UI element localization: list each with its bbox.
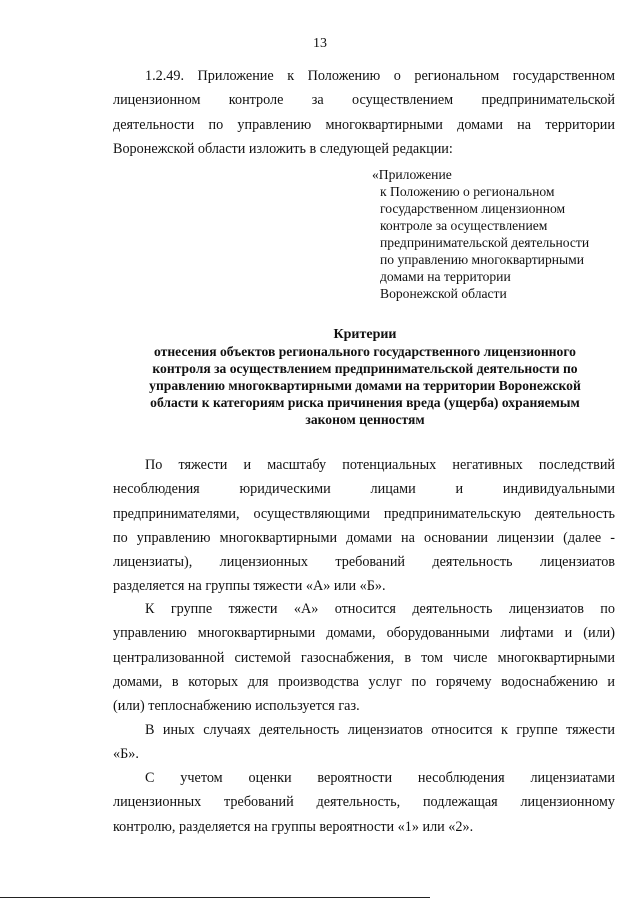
criteria-line: отнесения объектов регионального государственного лицензионного	[154, 344, 576, 359]
body-paragraph	[113, 453, 615, 599]
text-line: лицензионном контроле за осуществлением предпринимательской	[113, 92, 615, 109]
text-line: лицензиаты), лицензионных требований деятельность лицензиатов	[113, 554, 615, 571]
text-line: несоблюдения юридическими лицами и индивидуальными	[113, 481, 615, 498]
footer-rule	[0, 897, 430, 898]
text-line: предпринимателями, осуществляющими предпринимательскую деятельность	[113, 505, 615, 522]
body-paragraph	[113, 718, 615, 767]
text-line: «Б».	[113, 746, 139, 763]
appendix-header	[372, 166, 622, 302]
criteria-line: законом ценностям	[305, 412, 425, 427]
text-line: по управлению многоквартирными домами на основании лицензии (далее -	[113, 529, 615, 546]
criteria-heading: Критерии	[333, 327, 397, 342]
criteria-line: контроля за осуществлением предпринимательской деятельности по	[152, 361, 578, 376]
appendix-line: Воронежской области	[380, 286, 507, 301]
text-line: (или) теплоснабжению используется газ.	[113, 698, 360, 715]
text-line: деятельности по управлению многоквартирными домами на территории	[113, 116, 615, 133]
page-number: 13	[313, 36, 327, 51]
appendix-line: государственном лицензионном	[380, 201, 566, 216]
appendix-line: домами на территории	[380, 269, 511, 284]
text-line: 1.2.49. Приложение к Положению о региональном государственном	[145, 68, 615, 84]
appendix-line: по управлению многоквартирными	[380, 252, 585, 267]
text-line: К группе тяжести «А» относится деятельность лицензиатов по	[145, 601, 615, 617]
text-line: централизованной системой газоснабжения, в том числе многоквартирными	[113, 649, 615, 666]
text-line: С учетом оценки вероятности несоблюдения лицензиатами	[145, 770, 615, 786]
text-line: управлению многоквартирными домами, оборудованными лифтами и (или)	[113, 625, 615, 642]
text-line: Воронежской области изложить в следующей редакции:	[113, 140, 453, 157]
appendix-line: контроле за осуществлением	[380, 218, 548, 233]
text-line: По тяжести и масштабу потенциальных негативных последствий	[145, 457, 615, 473]
body-paragraph	[113, 597, 615, 718]
appendix-line: предпринимательской деятельности	[380, 235, 590, 250]
text-line: разделяется на группы тяжести «А» или «Б».	[113, 578, 386, 595]
text-line: В иных случаях деятельность лицензиатов относится к группе тяжести	[145, 722, 615, 738]
criteria-line: области к категориям риска причинения вреда (ущерба) охраняемым	[150, 395, 580, 410]
criteria-title	[100, 326, 630, 428]
intro-paragraph	[113, 64, 615, 161]
text-line: лицензионных требований деятельность, подлежащая лицензионному	[113, 794, 615, 811]
appendix-line: «Приложение	[372, 167, 452, 182]
text-line: контролю, разделяется на группы вероятности «1» или «2».	[113, 818, 474, 835]
appendix-line: к Положению о региональном	[380, 184, 555, 199]
criteria-line: управлению многоквартирными домами на территории Воронежской	[149, 378, 581, 393]
text-line: домами, в которых для производства услуг по горячему водоснабжению и	[113, 673, 615, 690]
body-paragraph	[113, 766, 615, 839]
